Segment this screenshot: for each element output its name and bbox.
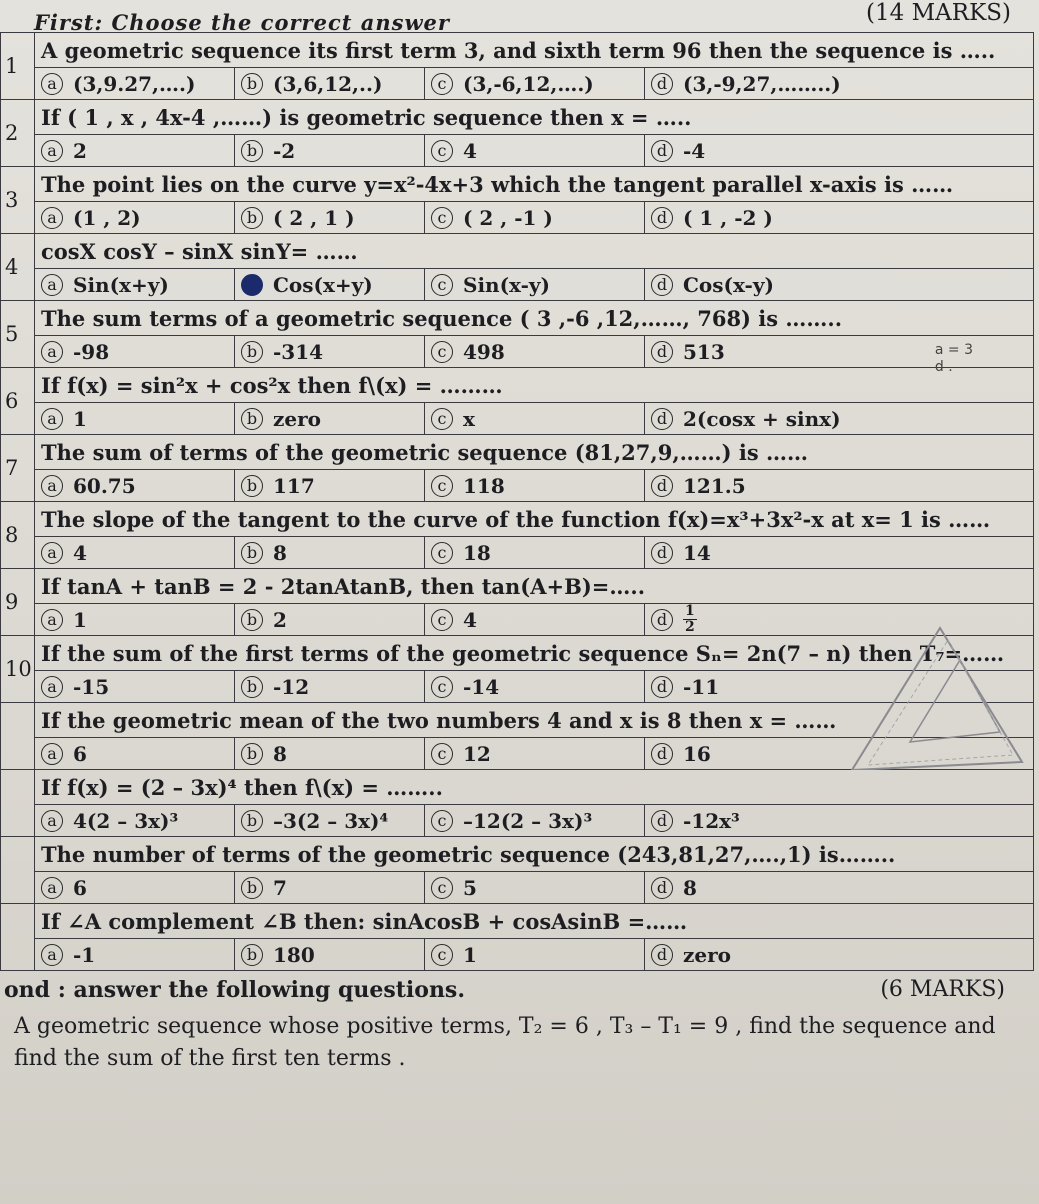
option-d[interactable] [645,470,1034,502]
option-value: 1 [463,942,477,967]
option-b[interactable] [235,135,425,167]
question-number: 4 [1,234,35,301]
option-value: ( 1 , -2 ) [683,205,773,230]
question-text: If ( 1 , x , 4x-4 ,……) is geometric sequence then x = ….. [35,100,1034,135]
option-d[interactable] [645,939,1034,971]
options-row [1,269,1034,301]
question-text: The sum terms of a geometric sequence ( 3 ,-6 ,12,……, 768) is …….. [35,301,1034,336]
option-letter-circle: b [241,743,263,765]
option-d[interactable] [645,336,1034,368]
option-letter-circle: c [431,475,453,497]
option-d[interactable] [645,537,1034,569]
option-value: 513 [683,339,725,364]
option-b[interactable] [235,671,425,703]
question-text: If ∠A complement ∠B then: sinAcosB + cosAsinB =…… [35,904,1034,939]
option-d[interactable] [645,135,1034,167]
option-value: 498 [463,339,505,364]
question-row [1,770,1034,805]
option-c[interactable] [425,470,645,502]
option-value: -12 [273,674,310,699]
option-letter-circle: d [651,944,673,966]
question-text: If tanA + tanB = 2 - 2tanAtanB, then tan(A+B)=….. [35,569,1034,604]
options-row [1,537,1034,569]
question-row [1,502,1034,537]
option-letter-circle: d [651,743,673,765]
option-d[interactable] [645,202,1034,234]
option-a[interactable] [35,68,235,100]
question-text: If f(x) = (2 – 3x)⁴ then f\(x) = …….. [35,770,1034,805]
question-number [1,904,35,971]
option-value: zero [273,406,321,431]
option-c[interactable] [425,671,645,703]
option-value: 12 [463,741,491,766]
option-letter-circle: a [41,609,63,631]
option-value: zero [683,942,731,967]
option-letter-circle: c [431,207,453,229]
option-value: 16 [683,741,711,766]
option-letter-circle: d [651,810,673,832]
option-letter-circle: d [651,542,673,564]
question-text: cosX cosY – sinX sinY= …… [35,234,1034,269]
option-value: 118 [463,473,505,498]
option-a[interactable] [35,738,235,770]
option-letter-circle: a [41,274,63,296]
options-row [1,805,1034,837]
option-b[interactable] [235,403,425,435]
option-value: (3,9.27,….) [73,71,196,96]
option-value: 1 [73,406,87,431]
question-number [1,837,35,904]
option-value: -12x³ [683,808,740,833]
options-row [1,470,1034,502]
option-letter-circle: a [41,475,63,497]
option-letter-circle: a [41,810,63,832]
option-value: x [463,406,475,431]
second-section [0,971,1033,1075]
option-value: 6 [73,741,87,766]
option-letter-circle: c [431,810,453,832]
option-letter-circle: b [241,676,263,698]
question-text: The number of terms of the geometric sequence (243,81,27,….,1) is…….. [35,837,1034,872]
option-c[interactable] [425,403,645,435]
question-number: 5 [1,301,35,368]
option-value: 7 [273,875,287,900]
option-letter-circle: a [41,73,63,95]
option-d[interactable] [645,805,1034,837]
option-b[interactable] [235,537,425,569]
option-letter-circle: c [431,944,453,966]
option-letter-circle: c [431,542,453,564]
option-value: 4 [463,607,477,632]
option-c[interactable] [425,135,645,167]
option-letter-circle: b [241,140,263,162]
option-letter-circle: a [41,408,63,430]
option-letter-circle: d [651,475,673,497]
option-letter-circle: a [41,542,63,564]
question-number: 1 [1,33,35,100]
second-question-text: A geometric sequence whose positive terms, T₂ = 6 , T₃ – T₁ = 9 , find the sequence and find the sum of the first ten terms . [14,1014,996,1071]
option-letter-circle: d [651,408,673,430]
option-letter-circle: c [431,274,453,296]
option-letter-circle: a [41,207,63,229]
option-letter-circle: c [431,743,453,765]
question-row [1,167,1034,202]
option-letter-circle: c [431,140,453,162]
option-value: (1 , 2) [73,205,141,230]
option-letter-circle: d [651,609,673,631]
options-row [1,202,1034,234]
option-a[interactable] [35,671,235,703]
option-letter-circle: c [431,676,453,698]
option-value: Sin(x+y) [73,272,169,297]
question-number: 10 [1,636,35,703]
option-letter-circle: b [241,877,263,899]
option-c[interactable] [425,604,645,636]
option-letter-circle: d [651,877,673,899]
question-row [1,301,1034,336]
option-value: 8 [273,741,287,766]
option-value: -4 [683,138,706,163]
option-d[interactable] [645,269,1034,301]
option-value: -1 [73,942,96,967]
option-value: Sin(x-y) [463,272,551,297]
option-letter-circle: b [241,542,263,564]
option-value: Cos(x-y) [683,272,774,297]
question-row [1,234,1034,269]
option-letter-circle: d [651,73,673,95]
option-value: 4 [73,540,87,565]
option-letter-circle: b [241,944,263,966]
option-letter-circle: b [241,341,263,363]
option-value: 4 [463,138,477,163]
question-number: 2 [1,100,35,167]
option-letter-circle: c [431,408,453,430]
question-number: 7 [1,435,35,502]
option-value: 180 [273,942,315,967]
option-value: 121.5 [683,473,746,498]
option-letter-circle: a [41,743,63,765]
option-d[interactable] [645,872,1034,904]
option-c[interactable] [425,336,645,368]
option-c[interactable] [425,202,645,234]
option-b[interactable] [235,202,425,234]
option-value: 2 [73,138,87,163]
option-c[interactable] [425,872,645,904]
option-value: -98 [73,339,110,364]
questions-table [0,32,1034,971]
option-value: -314 [273,339,324,364]
option-c[interactable] [425,269,645,301]
option-a[interactable] [35,470,235,502]
option-letter-circle: a [41,877,63,899]
option-letter-circle: c [431,609,453,631]
question-number: 6 [1,368,35,435]
section-title: First: Choose the correct answer [34,10,450,35]
option-value: –3(2 – 3x)⁴ [273,808,389,833]
option-value: 2(cosx + sinx) [683,406,841,431]
option-letter-circle: b [241,207,263,229]
option-c[interactable] [425,68,645,100]
option-value: 8 [273,540,287,565]
sheet-header [0,0,1033,35]
option-letter-circle: d [651,207,673,229]
option-letter-circle: a [41,676,63,698]
option-letter-circle: a [41,140,63,162]
option-a[interactable] [35,403,235,435]
option-letter-circle: b [241,609,263,631]
options-row [1,336,1034,368]
question-text: If f(x) = sin²x + cos²x then f\(x) = ……… [35,368,1034,403]
question-row [1,368,1034,403]
question-text: The point lies on the curve y=x²-4x+3 which the tangent parallel x-axis is …… [35,167,1034,202]
question-row [1,569,1034,604]
option-value: 2 [273,607,287,632]
option-c[interactable] [425,939,645,971]
option-value: 8 [683,875,697,900]
option-value: -2 [273,138,296,163]
option-letter-circle: b [241,408,263,430]
options-row [1,135,1034,167]
option-a[interactable] [35,537,235,569]
option-value: 60.75 [73,473,136,498]
option-b[interactable] [235,470,425,502]
option-b[interactable] [235,604,425,636]
question-text: The slope of the tangent to the curve of the function f(x)=x³+3x²-x at x= 1 is …… [35,502,1034,537]
option-d[interactable] [645,403,1034,435]
option-a[interactable] [35,604,235,636]
option-d[interactable] [645,68,1034,100]
option-value: -11 [683,674,720,699]
option-value: -14 [463,674,500,699]
question-number: 8 [1,502,35,569]
option-b[interactable] [235,336,425,368]
question-row [1,837,1034,872]
option-a[interactable] [35,939,235,971]
question-row [1,904,1034,939]
option-value: (3,6,12,..) [273,71,383,96]
option-value: 5 [463,875,477,900]
option-c[interactable] [425,738,645,770]
option-value: -15 [73,674,110,699]
option-value: (3,-9,27,……..) [683,71,841,96]
option-b[interactable] [235,939,425,971]
option-c[interactable] [425,537,645,569]
pencil-note [935,342,973,376]
question-text: A geometric sequence its first term 3, and sixth term 96 then the sequence is ….. [35,33,1034,68]
question-number [1,703,35,770]
options-row [1,68,1034,100]
option-letter-circle: d [651,274,673,296]
option-value: ( 2 , -1 ) [463,205,553,230]
option-letter-circle: c [431,877,453,899]
question-number [1,770,35,837]
option-value: (3,-6,12,….) [463,71,594,96]
option-letter-circle: d [651,341,673,363]
option-value: 1 [73,607,87,632]
question-row [1,435,1034,470]
marks-label: (14 MARKS) [866,0,1011,26]
fraction: $\frac{1}{2}$ [685,603,695,635]
option-value: 4(2 – 3x)³ [73,808,179,833]
options-row [1,872,1034,904]
second-section-title: ond : answer the following questions. [4,977,465,1003]
option-letter-circle: b [241,810,263,832]
second-marks-label: (6 MARKS) [880,977,1005,1002]
pencil-note-line: a = 3 [934,342,973,358]
option-value: 6 [73,875,87,900]
pencil-note-line: d . [934,359,953,375]
option-b[interactable] [235,68,425,100]
option-value: Cos(x+y) [273,272,373,297]
option-value [683,604,697,635]
question-number: 9 [1,569,35,636]
option-a[interactable] [35,336,235,368]
options-row [1,939,1034,971]
option-letter-circle: c [431,341,453,363]
question-number: 3 [1,167,35,234]
question-row [1,33,1034,68]
option-value: 117 [273,473,315,498]
triangle-stamp [848,620,1026,770]
option-value: ( 2 , 1 ) [273,205,355,230]
option-a[interactable] [35,805,235,837]
option-b[interactable] [235,738,425,770]
option-b[interactable] [235,269,425,301]
option-value: –12(2 – 3x)³ [463,808,593,833]
option-c[interactable] [425,805,645,837]
option-letter-circle: c [431,73,453,95]
option-b[interactable] [235,805,425,837]
question-row [1,100,1034,135]
option-letter-circle: a [41,341,63,363]
option-a[interactable] [35,135,235,167]
question-text: The sum of terms of the geometric sequence (81,27,9,……) is …… [35,435,1034,470]
option-b[interactable] [235,872,425,904]
question-text: If the sum of the first terms of the geometric sequence Sₙ= 2n(7 – n) then T₇=…… [35,636,1034,671]
option-letter-circle: a [41,944,63,966]
option-letter-circle: b [241,73,263,95]
option-letter-circle: b [241,475,263,497]
option-value: 14 [683,540,711,565]
question-text: If the geometric mean of the two numbers 4 and x is 8 then x = …… [35,703,1034,738]
option-a[interactable] [35,269,235,301]
option-letter-circle: d [651,140,673,162]
option-value: 18 [463,540,491,565]
option-a[interactable] [35,872,235,904]
option-letter-circle: d [651,676,673,698]
option-a[interactable] [35,202,235,234]
option-letter-circle: b [241,274,263,296]
options-row [1,403,1034,435]
